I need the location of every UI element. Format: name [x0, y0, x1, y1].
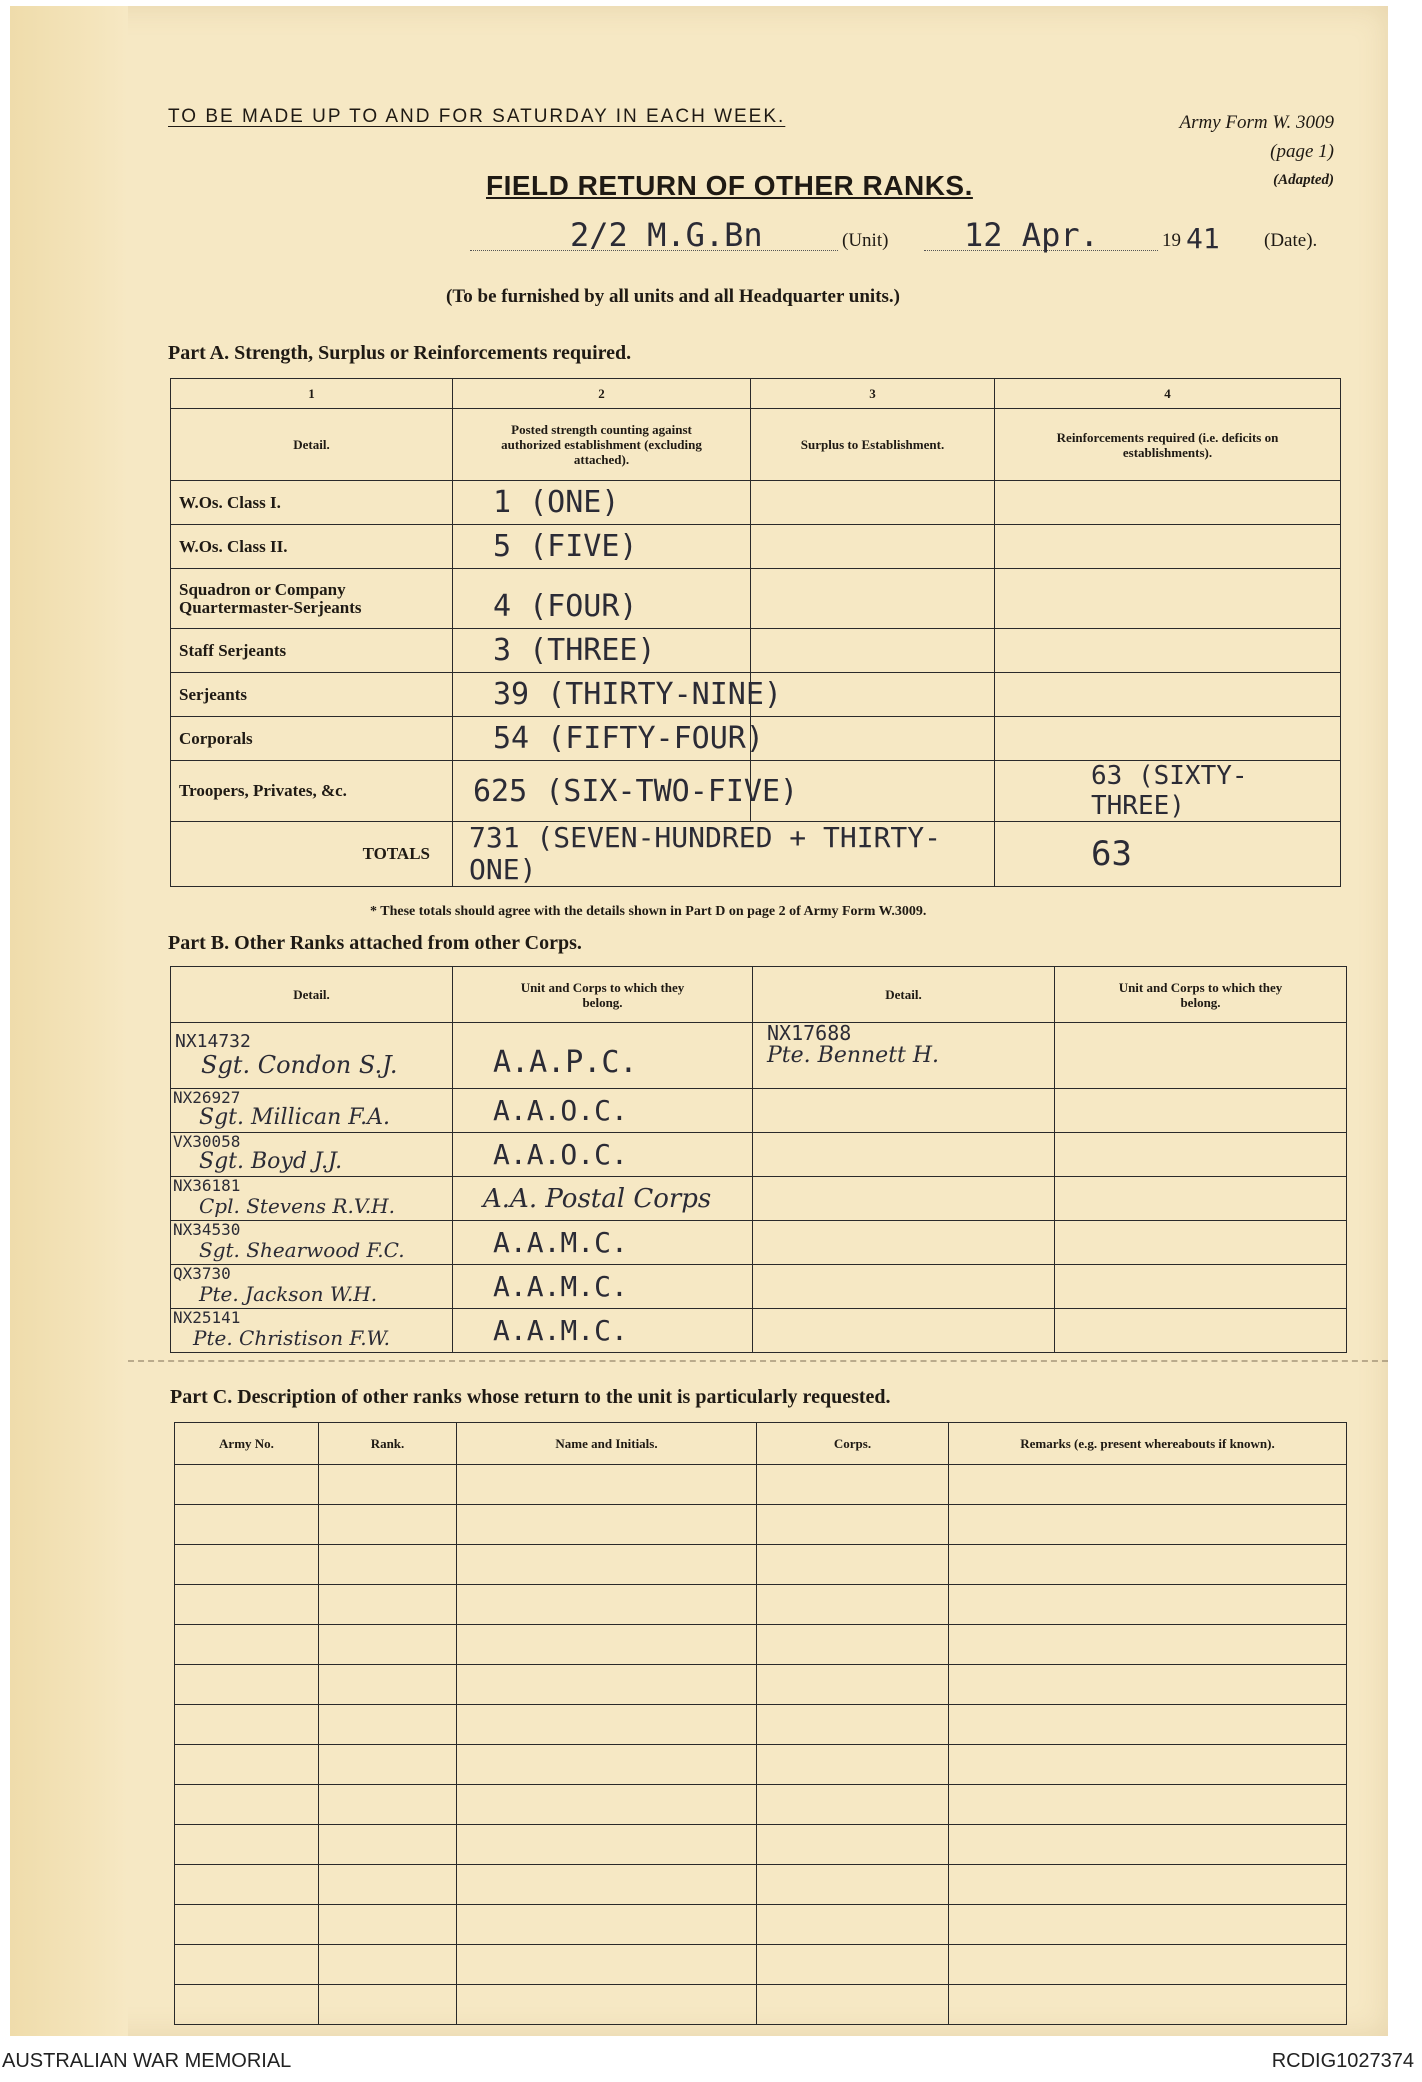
reinforcement-value	[995, 481, 1341, 525]
blank-cell	[949, 1545, 1347, 1585]
totals-label: TOTALS	[171, 822, 453, 887]
posted-value: 5 (FIVE)	[453, 525, 751, 569]
blank-cell	[175, 1785, 319, 1825]
attached-detail	[171, 1309, 453, 1353]
blank-cell	[175, 1585, 319, 1625]
blank-cell	[757, 1985, 949, 2025]
blank-cell	[457, 1825, 757, 1865]
blank-cell	[949, 1825, 1347, 1865]
army-number: NX36181	[173, 1175, 241, 1195]
surplus-value	[751, 717, 995, 761]
member-corps: A.A.P.C.	[453, 1023, 753, 1089]
part-b-title: Part B. Other Ranks attached from other Corps.	[168, 932, 582, 954]
attached-detail	[753, 1265, 1055, 1309]
table-row	[175, 1905, 1347, 1945]
member-name: Sgt. Condon S.J.	[201, 1050, 398, 1079]
row-label: Squadron or Company Quartermaster-Serjeants	[171, 569, 453, 629]
form-page: (page 1)	[1270, 141, 1334, 162]
blank-cell	[757, 1665, 949, 1705]
table-row	[171, 761, 1341, 822]
table-row	[175, 1465, 1347, 1505]
table-row	[175, 1625, 1347, 1665]
fold-perforation	[128, 1360, 1388, 1362]
part-a-table	[170, 378, 1341, 887]
blank-cell	[175, 1625, 319, 1665]
surplus-value	[751, 525, 995, 569]
row-label: Staff Serjeants	[171, 629, 453, 673]
blank-cell	[175, 1545, 319, 1585]
table-row	[171, 1023, 1347, 1089]
blank-cell	[757, 1705, 949, 1745]
surplus-value	[751, 569, 995, 629]
posted-value: 3 (THREE)	[453, 629, 751, 673]
table-row	[171, 1177, 1347, 1221]
paper-left-margin	[10, 6, 128, 2036]
blank-cell	[457, 1665, 757, 1705]
weekly-instruction: TO BE MADE UP TO AND FOR SATURDAY IN EACH WEEK.	[168, 106, 786, 127]
blank-cell	[457, 1625, 757, 1665]
table-row	[171, 525, 1341, 569]
header-corps: Corps.	[757, 1423, 949, 1465]
blank-cell	[757, 1745, 949, 1785]
table-row	[175, 1705, 1347, 1745]
blank-cell	[175, 1665, 319, 1705]
header-detail: Detail.	[171, 409, 453, 481]
blank-cell	[175, 1465, 319, 1505]
blank-cell	[319, 1625, 457, 1665]
reinforcement-value	[995, 717, 1341, 761]
date-label: (Date).	[1264, 230, 1318, 251]
member-corps	[1055, 1133, 1347, 1177]
surplus-value	[751, 673, 995, 717]
row-label: Corporals	[171, 717, 453, 761]
blank-cell	[457, 1945, 757, 1985]
header-unit-corps: Unit and Corps to which they belong.	[453, 967, 753, 1023]
table-row	[175, 1745, 1347, 1785]
blank-cell	[757, 1625, 949, 1665]
unit-label: (Unit)	[842, 230, 889, 251]
header-detail: Detail.	[171, 967, 453, 1023]
surplus-value	[751, 481, 995, 525]
posted-value: 625 (SIX-TWO-FIVE)	[453, 761, 751, 822]
header-rank: Rank.	[319, 1423, 457, 1465]
col-number: 3	[751, 379, 995, 409]
attached-detail	[753, 1221, 1055, 1265]
blank-cell	[757, 1865, 949, 1905]
table-row	[171, 1133, 1347, 1177]
col-number: 1	[171, 379, 453, 409]
blank-cell	[175, 1905, 319, 1945]
member-corps: A.A.O.C.	[453, 1133, 753, 1177]
blank-cell	[949, 1505, 1347, 1545]
army-number: NX26927	[173, 1087, 241, 1107]
col-number: 4	[995, 379, 1341, 409]
blank-cell	[457, 1865, 757, 1905]
member-corps	[1055, 1023, 1347, 1089]
army-number: NX17688	[767, 1021, 852, 1045]
blank-cell	[949, 1665, 1347, 1705]
member-corps	[1055, 1265, 1347, 1309]
furnish-note: (To be furnished by all units and all Headquarter units.)	[446, 286, 900, 307]
blank-cell	[175, 1505, 319, 1545]
blank-cell	[949, 1985, 1347, 2025]
form-adapted: (Adapted)	[1273, 172, 1334, 188]
blank-cell	[319, 1985, 457, 2025]
blank-cell	[757, 1465, 949, 1505]
member-corps: A.A.M.C.	[453, 1265, 753, 1309]
row-label: Troopers, Privates, &c.	[171, 761, 453, 822]
header-posted-strength: Posted strength counting against authorized establishment (excluding attached).	[453, 409, 751, 481]
posted-value: 54 (FIFTY-FOUR)	[453, 717, 751, 761]
blank-cell	[949, 1945, 1347, 1985]
blank-cell	[949, 1905, 1347, 1945]
reinforcement-value	[995, 569, 1341, 629]
part-c-title: Part C. Description of other ranks whose return to the unit is particularly requested.	[170, 1386, 891, 1408]
posted-value: 1 (ONE)	[453, 481, 751, 525]
header-reinforcements: Reinforcements required (i.e. deficits on establishments).	[995, 409, 1341, 481]
blank-cell	[757, 1945, 949, 1985]
army-number: NX34530	[173, 1219, 241, 1239]
table-row	[171, 1265, 1347, 1309]
totals-row	[171, 822, 1341, 887]
blank-cell	[949, 1865, 1347, 1905]
member-name: Cpl. Stevens R.V.H.	[199, 1193, 395, 1218]
blank-cell	[319, 1865, 457, 1905]
attached-detail	[753, 1089, 1055, 1133]
attached-detail	[171, 1265, 453, 1309]
attached-detail	[171, 1133, 453, 1177]
part-b-table	[170, 966, 1347, 1353]
table-row	[171, 1309, 1347, 1353]
form-reference	[1180, 108, 1334, 195]
blank-cell	[175, 1825, 319, 1865]
blank-cell	[457, 1785, 757, 1825]
form-title: FIELD RETURN OF OTHER RANKS.	[486, 170, 973, 201]
archive-reference: RCDIG1027374	[1271, 2050, 1414, 2072]
blank-cell	[319, 1785, 457, 1825]
attached-detail	[171, 1177, 453, 1221]
attached-detail	[753, 1133, 1055, 1177]
blank-cell	[457, 1745, 757, 1785]
blank-cell	[949, 1785, 1347, 1825]
header-unit-corps: Unit and Corps to which they belong.	[1055, 967, 1347, 1023]
blank-cell	[949, 1465, 1347, 1505]
blank-cell	[319, 1465, 457, 1505]
reinforcement-value	[995, 629, 1341, 673]
col-number: 2	[453, 379, 751, 409]
row-label: Serjeants	[171, 673, 453, 717]
header-name-initials: Name and Initials.	[457, 1423, 757, 1465]
header-surplus: Surplus to Establishment.	[751, 409, 995, 481]
blank-cell	[457, 1465, 757, 1505]
part-a-header-row	[171, 409, 1341, 481]
part-a-column-numbers	[171, 379, 1341, 409]
blank-cell	[319, 1705, 457, 1745]
posted-value: 39 (THIRTY-NINE)	[453, 673, 751, 717]
blank-cell	[757, 1785, 949, 1825]
table-row	[175, 1825, 1347, 1865]
date-value: 12 Apr.	[964, 216, 1099, 254]
totals-posted-value: 731 (SEVEN-HUNDRED + THIRTY-ONE)	[453, 822, 995, 887]
reinforcement-value	[995, 525, 1341, 569]
table-row	[171, 1221, 1347, 1265]
part-c-header-row	[175, 1423, 1347, 1465]
year-prefix: 19	[1162, 230, 1181, 251]
attached-detail	[753, 1177, 1055, 1221]
blank-cell	[175, 1745, 319, 1785]
attached-detail	[171, 1089, 453, 1133]
army-number: NX25141	[173, 1307, 241, 1327]
blank-cell	[757, 1545, 949, 1585]
table-row	[175, 1545, 1347, 1585]
member-name: Sgt. Boyd J.J.	[199, 1148, 343, 1174]
posted-value: 4 (FOUR)	[453, 569, 751, 629]
header-remarks: Remarks (e.g. present whereabouts if known).	[949, 1423, 1347, 1465]
member-corps: A.A. Postal Corps	[453, 1177, 753, 1221]
blank-cell	[319, 1585, 457, 1625]
table-row	[171, 629, 1341, 673]
attached-detail	[753, 1309, 1055, 1353]
army-number: QX3730	[173, 1263, 231, 1283]
reinforcement-value	[995, 673, 1341, 717]
blank-cell	[949, 1585, 1347, 1625]
totals-reinforcement-value: 63	[995, 822, 1341, 887]
member-corps: A.A.M.C.	[453, 1221, 753, 1265]
blank-cell	[757, 1825, 949, 1865]
table-row	[171, 1089, 1347, 1133]
army-number: VX30058	[173, 1131, 241, 1151]
army-number: NX14732	[175, 1030, 251, 1052]
blank-cell	[949, 1705, 1347, 1745]
member-corps	[1055, 1089, 1347, 1133]
table-row	[171, 481, 1341, 525]
table-row	[175, 1985, 1347, 2025]
member-corps: A.A.M.C.	[453, 1309, 753, 1353]
blank-cell	[757, 1585, 949, 1625]
attached-detail	[171, 1221, 453, 1265]
blank-cell	[319, 1545, 457, 1585]
blank-cell	[757, 1905, 949, 1945]
member-name: Pte. Bennett H.	[767, 1043, 940, 1068]
blank-cell	[757, 1505, 949, 1545]
blank-cell	[457, 1905, 757, 1945]
unit-value: 2/2 M.G.Bn	[570, 216, 763, 254]
part-a-title: Part A. Strength, Surplus or Reinforcements required.	[168, 342, 632, 364]
table-row	[171, 569, 1341, 629]
blank-cell	[949, 1625, 1347, 1665]
member-corps	[1055, 1177, 1347, 1221]
blank-cell	[319, 1905, 457, 1945]
attached-detail	[171, 1023, 453, 1089]
blank-cell	[319, 1945, 457, 1985]
member-name: Pte. Jackson W.H.	[199, 1281, 378, 1306]
blank-cell	[319, 1505, 457, 1545]
blank-cell	[319, 1745, 457, 1785]
totals-footnote: * These totals should agree with the details shown in Part D on page 2 of Army Form W.3009.	[370, 904, 927, 919]
member-name: Sgt. Shearwood F.C.	[199, 1237, 405, 1262]
part-c-table	[174, 1422, 1347, 2025]
table-row	[175, 1665, 1347, 1705]
blank-cell	[175, 1945, 319, 1985]
blank-cell	[457, 1705, 757, 1745]
attached-detail	[753, 1023, 1055, 1089]
reinforcement-value: 63 (SIXTY-THREE)	[995, 761, 1341, 822]
blank-cell	[175, 1865, 319, 1905]
table-row	[171, 717, 1341, 761]
year-value: 41	[1186, 222, 1220, 255]
row-label: W.Os. Class II.	[171, 525, 453, 569]
table-row	[175, 1945, 1347, 1985]
blank-cell	[457, 1585, 757, 1625]
blank-cell	[319, 1825, 457, 1865]
member-corps: A.A.O.C.	[453, 1089, 753, 1133]
member-corps	[1055, 1309, 1347, 1353]
blank-cell	[457, 1505, 757, 1545]
archive-credit: AUSTRALIAN WAR MEMORIAL	[2, 2050, 292, 2072]
blank-cell	[175, 1985, 319, 2025]
table-row	[175, 1585, 1347, 1625]
blank-cell	[175, 1705, 319, 1745]
blank-cell	[457, 1545, 757, 1585]
part-b-header-row	[171, 967, 1347, 1023]
header-detail: Detail.	[753, 967, 1055, 1023]
blank-cell	[457, 1985, 757, 2025]
row-label: W.Os. Class I.	[171, 481, 453, 525]
member-name: Pte. Christison F.W.	[193, 1325, 390, 1350]
header-army-no: Army No.	[175, 1423, 319, 1465]
table-row	[175, 1785, 1347, 1825]
table-row	[175, 1505, 1347, 1545]
table-row	[175, 1865, 1347, 1905]
surplus-value	[751, 629, 995, 673]
table-row	[171, 673, 1341, 717]
member-name: Sgt. Millican F.A.	[199, 1104, 390, 1130]
member-corps	[1055, 1221, 1347, 1265]
form-number: Army Form W. 3009	[1179, 112, 1334, 133]
blank-cell	[319, 1665, 457, 1705]
blank-cell	[949, 1745, 1347, 1785]
